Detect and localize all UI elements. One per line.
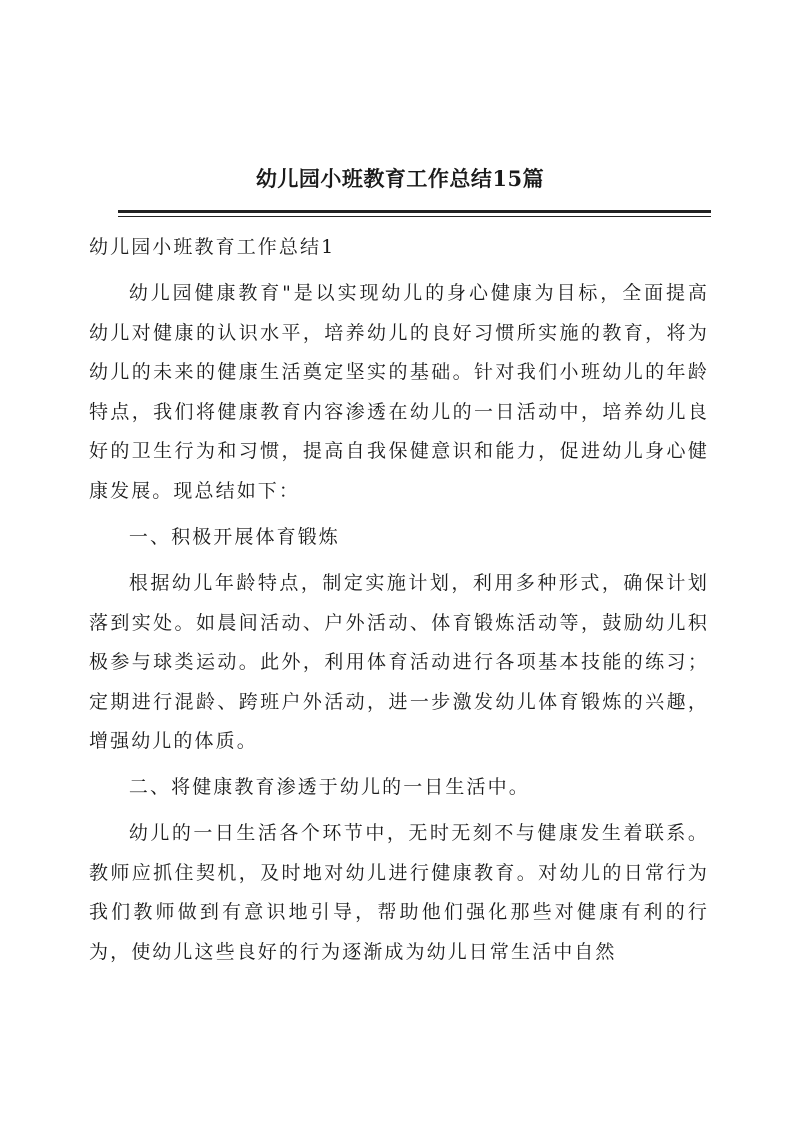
document-title: 幼儿园小班教育工作总结15篇 xyxy=(255,166,545,191)
title-divider-thin xyxy=(118,216,711,217)
paragraph-section-one: 根据幼儿年龄特点，制定实施计划，利用多种形式，确保计划落到实处。如晨间活动、户外活动、体育锻炼活动等，鼓励幼儿积极参与球类运动。此外，利用体育活动进行各项基本技能的练习；定期进行混龄、跨班户外活动，进一步激发幼儿体育锻炼的兴趣，增强幼儿的体质。 xyxy=(89,571,709,753)
paragraph-section-two: 幼儿的一日生活各个环节中，无时无刻不与健康发生着联系。教师应抓住契机，及时地对幼儿进行健康教育。对幼儿的日常行为我们教师做到有意识地引导，帮助他们强化那些对健康有利的行为，使幼儿这些良好的行为逐渐成为幼儿日常生活中自然 xyxy=(89,822,709,964)
document-body xyxy=(89,228,709,979)
paragraph-intro: 幼儿园健康教育"是以实现幼儿的身心健康为目标，全面提高幼儿对健康的认识水平，培养幼儿的良好习惯所实施的教育，将为幼儿的未来的健康生活奠定坚实的基础。针对我们小班幼儿的年龄特点，我们将健康教育内容渗透在幼儿的一日活动中，培养幼儿良好的卫生行为和习惯，提高自我保健意识和能力，促进幼儿身心健康发展。现总结如下： xyxy=(89,281,709,502)
section-title: 幼儿园小班教育工作总结1 xyxy=(89,236,336,258)
title-divider-thick xyxy=(118,210,711,213)
heading-section-two: 二、将健康教育渗透于幼儿的一日生活中。 xyxy=(128,776,530,799)
heading-section-one: 一、积极开展体育锻炼 xyxy=(128,525,340,548)
